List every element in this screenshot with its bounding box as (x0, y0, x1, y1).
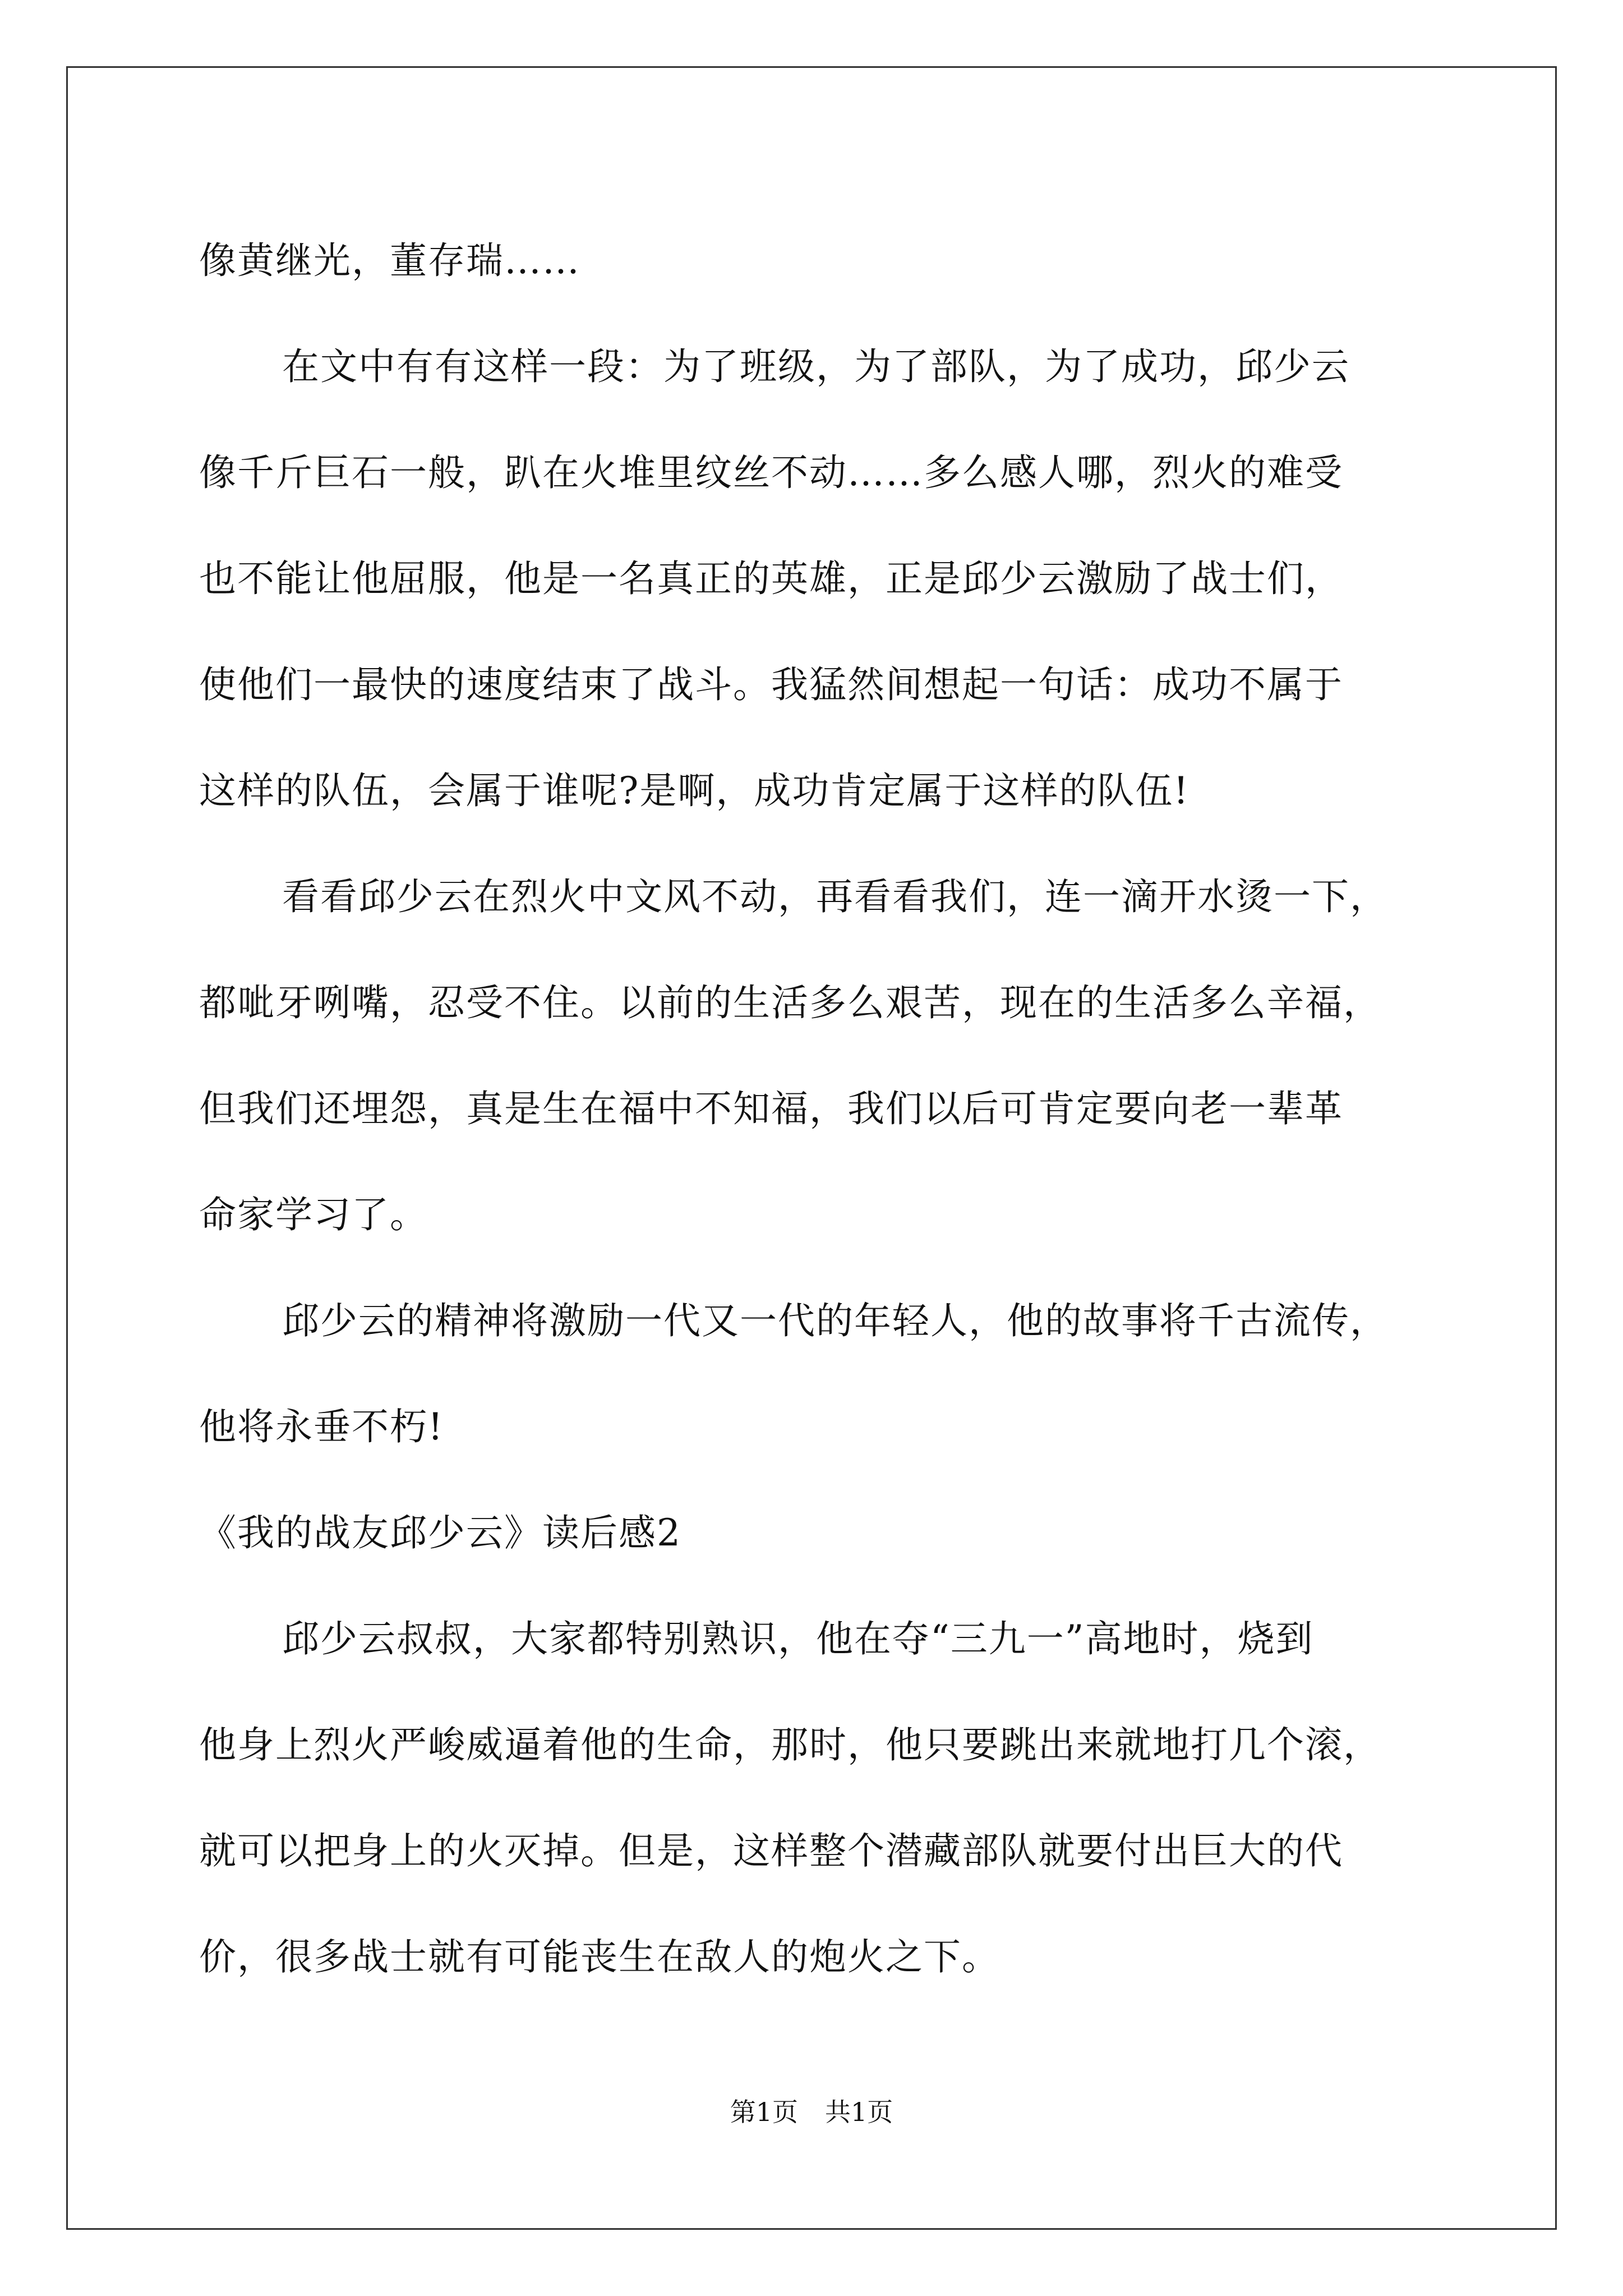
text-line: 他将永垂不朽! (199, 1405, 444, 1448)
text-line: 像黄继光，董存瑞…… (199, 239, 580, 282)
paragraph-start-line: 在文中有有这样一段：为了班级，为了部队，为了成功，邱少云 (282, 345, 1350, 388)
page-total: 共1页 (825, 2097, 893, 2127)
text-line: 价，很多战士就有可能丧生在敌人的炮火之下。 (199, 1935, 1000, 1978)
text-line: 这样的队伍，会属于谁呢?是啊，成功肯定属于这样的队伍! (199, 769, 1189, 812)
text-line: 也不能让他屈服，他是一名真正的英雄，正是邱少云激励了战士们， (199, 557, 1343, 600)
text-line: 就可以把身上的火灭掉。但是，这样整个潜藏部队就要付出巨大的代 (199, 1829, 1343, 1872)
text-line: 他身上烈火严峻威逼着他的生命，那时，他只要跳出来就地打几个滚， (199, 1723, 1381, 1766)
text-line: 使他们一最快的速度结束了战斗。我猛然间想起一句话：成功不属于 (199, 663, 1343, 706)
page-footer (0, 2095, 1623, 2129)
text-line: 命家学习了。 (199, 1193, 428, 1236)
text-line: 但我们还埋怨，真是生在福中不知福，我们以后可肯定要向老一辈革 (199, 1087, 1343, 1130)
paragraph-start-line: 看看邱少云在烈火中文风不动，再看看我们，连一滴开水烫一下， (282, 875, 1388, 918)
paragraph-start-line: 邱少云叔叔，大家都特别熟识，他在夺“三九一”高地时，烧到 (282, 1617, 1314, 1660)
document-body (199, 208, 1450, 2010)
text-line: 都呲牙咧嘴，忍受不住。以前的生活多么艰苦，现在的生活多么辛福， (199, 981, 1381, 1024)
paragraph-start-line: 邱少云的精神将激励一代又一代的年轻人，他的故事将千古流传， (282, 1299, 1388, 1342)
page-number: 第1页 (730, 2097, 798, 2127)
section-heading: 《我的战友邱少云》读后感2 (199, 1511, 681, 1554)
text-line: 像千斤巨石一般，趴在火堆里纹丝不动……多么感人哪，烈火的难受 (199, 451, 1343, 494)
